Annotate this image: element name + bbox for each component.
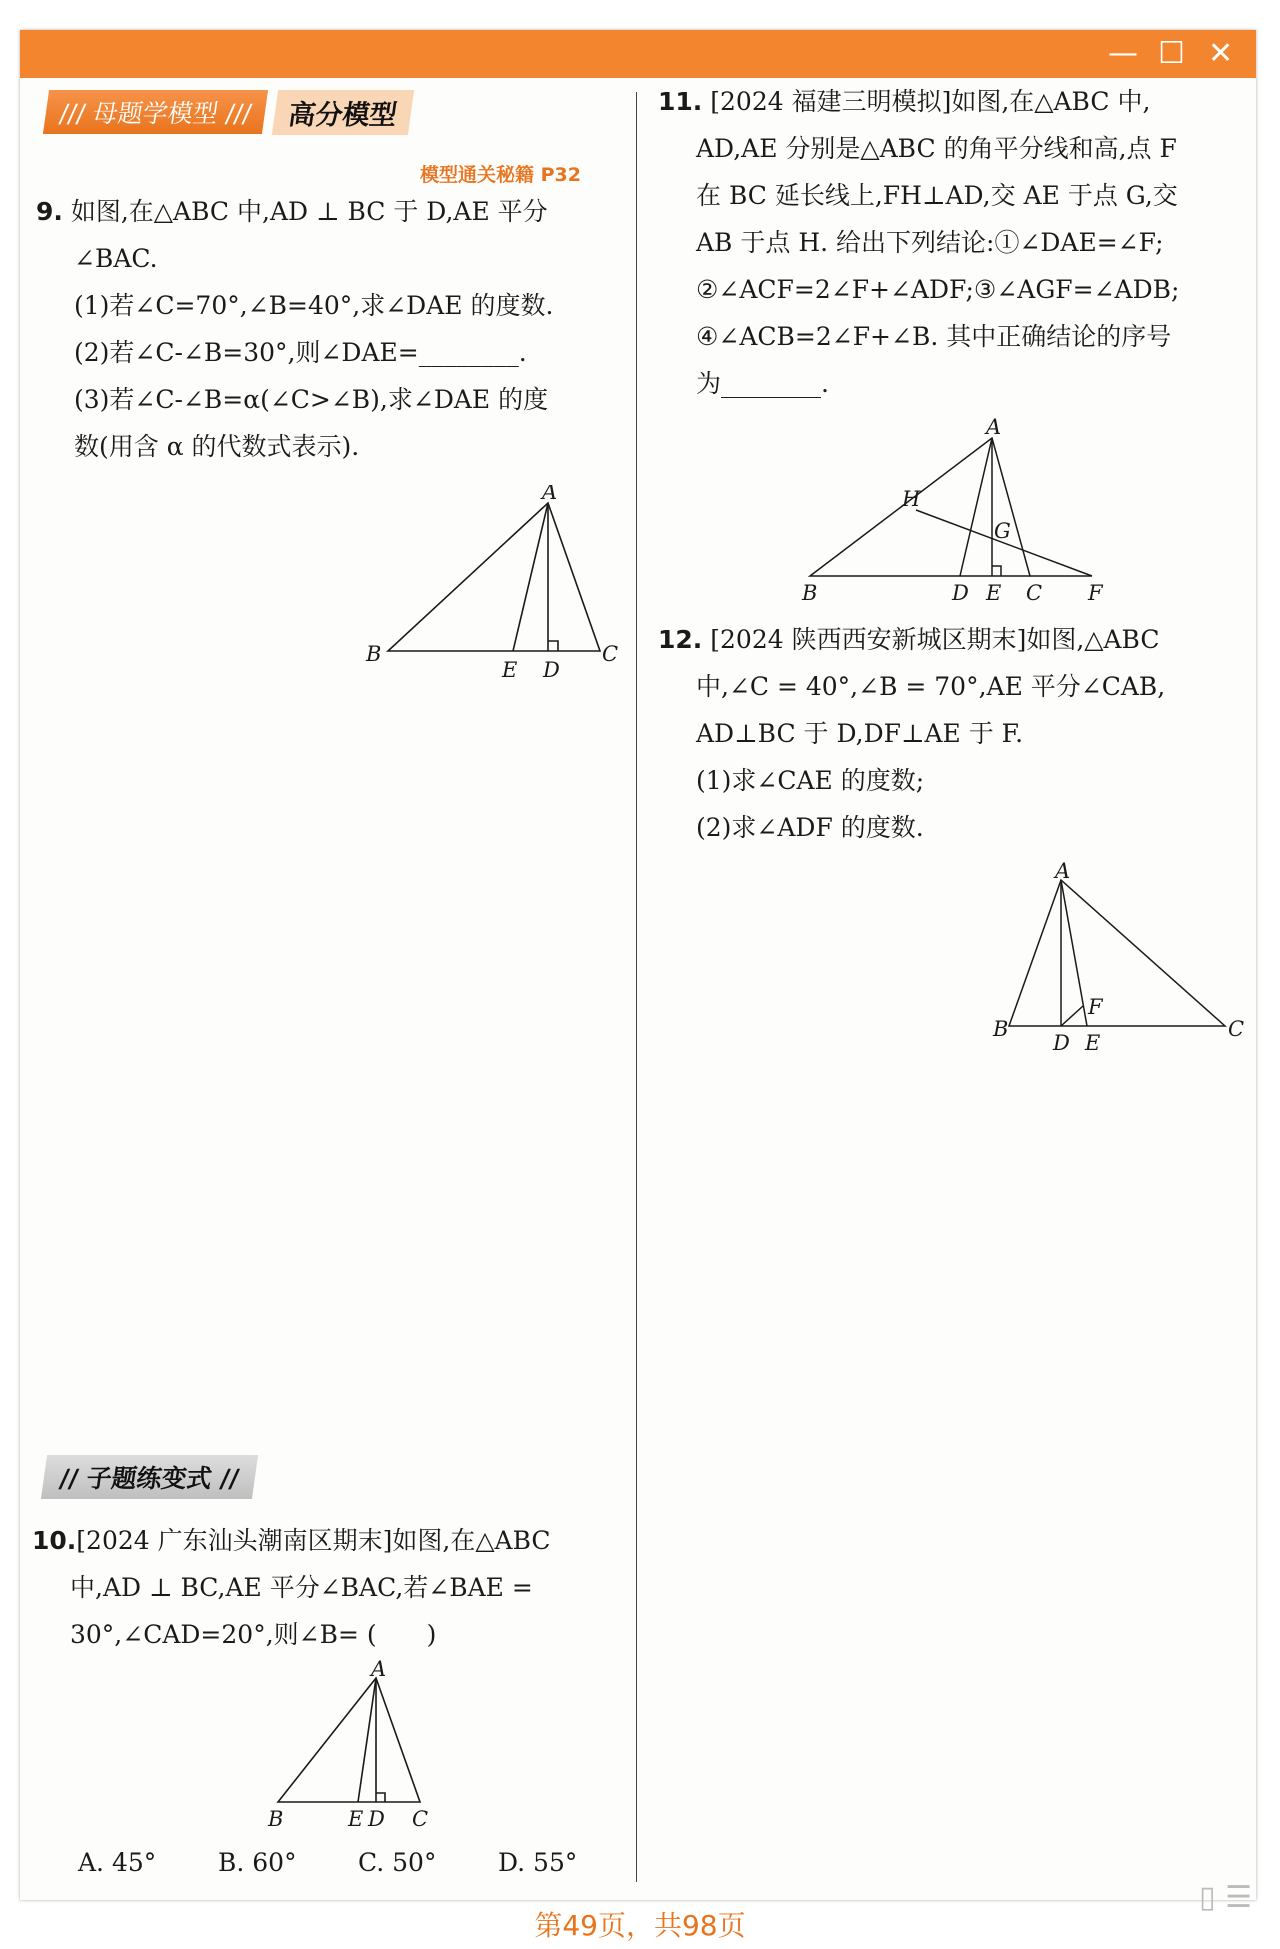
label-b: B bbox=[802, 581, 818, 605]
triangle-abc bbox=[388, 503, 600, 651]
label-d: D bbox=[543, 658, 560, 682]
label-b: B bbox=[268, 1807, 284, 1831]
banner-tag-high-score: 高分模型 bbox=[272, 90, 414, 135]
figure-q11 bbox=[790, 410, 1110, 610]
question-9 bbox=[36, 188, 626, 470]
question-line: (2)求∠ADF 的度数. bbox=[696, 813, 924, 842]
label-a: A bbox=[371, 1660, 387, 1681]
question-line: AD⊥BC 于 D,DF⊥AE 于 F. bbox=[696, 719, 1024, 748]
question-line: ④∠ACB=2∠F+∠B. 其中正确结论的序号 bbox=[696, 322, 1172, 351]
question-line: 为________. bbox=[696, 369, 829, 398]
question-line: [2024 福建三明模拟]如图,在△ABC 中, bbox=[710, 87, 1151, 116]
label-c: C bbox=[412, 1807, 429, 1831]
label-f: F bbox=[1088, 995, 1103, 1019]
figure-q12 bbox=[985, 860, 1245, 1055]
triangle-abc bbox=[278, 1678, 420, 1802]
maximize-button[interactable]: ☐ bbox=[1158, 36, 1185, 71]
segment-ae bbox=[513, 503, 548, 651]
label-a: A bbox=[986, 415, 1002, 439]
label-b: B bbox=[366, 642, 382, 666]
question-line: ∠BAC. bbox=[74, 244, 158, 273]
page-nav-icons[interactable]: ▯ ☰ bbox=[1199, 1880, 1252, 1915]
section-banner bbox=[46, 92, 411, 132]
label-h: H bbox=[902, 487, 921, 511]
question-line: AB 于点 H. 给出下列结论:①∠DAE=∠F; bbox=[696, 228, 1164, 257]
choice-d[interactable]: D. 55° bbox=[498, 1848, 578, 1877]
label-d: D bbox=[1053, 1031, 1070, 1055]
answer-choices bbox=[78, 1848, 638, 1877]
label-c: C bbox=[602, 642, 619, 666]
label-d: D bbox=[952, 581, 969, 605]
label-f: F bbox=[1088, 581, 1103, 605]
question-line: (1)求∠CAE 的度数; bbox=[696, 766, 925, 795]
question-line: (3)若∠C-∠B=α(∠C>∠B),求∠DAE 的度 bbox=[74, 385, 549, 414]
column-divider bbox=[636, 92, 637, 1882]
figure-q10 bbox=[260, 1660, 440, 1835]
question-11 bbox=[658, 78, 1248, 407]
question-line: [2024 陕西西安新城区期末]如图,△ABC bbox=[710, 625, 1160, 654]
question-line: 中,AD ⊥ BC,AE 平分∠BAC,若∠BAE = bbox=[70, 1573, 533, 1602]
minimize-button[interactable]: — bbox=[1108, 36, 1138, 71]
label-c: C bbox=[1228, 1017, 1245, 1041]
sub-banner-tag: // 子题练变式 // bbox=[41, 1455, 258, 1499]
question-number: 12. bbox=[658, 625, 703, 654]
label-a: A bbox=[1055, 860, 1071, 883]
question-line: 在 BC 延长线上,FH⊥AD,交 AE 于点 G,交 bbox=[696, 181, 1178, 210]
question-number: 11. bbox=[658, 87, 703, 116]
page-counter: 第49页，共98页 bbox=[534, 1909, 746, 1942]
sub-section-banner bbox=[44, 1457, 255, 1497]
close-button[interactable]: ✕ bbox=[1208, 36, 1234, 71]
question-line: ②∠ACF=2∠F+∠ADF;③∠AGF=∠ADB; bbox=[696, 275, 1180, 304]
question-line: AD,AE 分别是△ABC 的角平分线和高,点 F bbox=[696, 134, 1177, 163]
question-number: 9. bbox=[36, 197, 63, 226]
label-e: E bbox=[502, 658, 518, 682]
question-line: [2024 广东汕头潮南区期末]如图,在△ABC bbox=[76, 1526, 551, 1555]
question-12 bbox=[658, 616, 1248, 851]
label-b: B bbox=[993, 1017, 1009, 1041]
question-10 bbox=[32, 1517, 632, 1658]
label-e: E bbox=[1085, 1031, 1101, 1055]
label-d: D bbox=[368, 1807, 385, 1831]
label-e: E bbox=[986, 581, 1002, 605]
question-line: (1)若∠C=70°,∠B=40°,求∠DAE 的度数. bbox=[74, 291, 554, 320]
reference-link[interactable]: 模型通关秘籍 P32 bbox=[420, 164, 581, 186]
right-angle-mark bbox=[376, 1793, 385, 1802]
label-c: C bbox=[1026, 581, 1043, 605]
question-line: 如图,在△ABC 中,AD ⊥ BC 于 D,AE 平分 bbox=[70, 197, 548, 226]
choice-b[interactable]: B. 60° bbox=[218, 1848, 297, 1877]
question-line: (2)若∠C-∠B=30°,则∠DAE=________. bbox=[74, 338, 527, 367]
question-line: 数(用含 α 的代数式表示). bbox=[74, 432, 360, 461]
question-line: 30°,∠CAD=20°,则∠B= ( ) bbox=[70, 1620, 437, 1649]
label-e: E bbox=[348, 1807, 364, 1831]
right-angle-mark bbox=[992, 566, 1001, 576]
window-titlebar bbox=[20, 30, 1256, 78]
right-angle-mark bbox=[548, 641, 558, 651]
choice-c[interactable]: C. 50° bbox=[358, 1848, 437, 1877]
choice-a[interactable]: A. 45° bbox=[78, 1848, 157, 1877]
segment-df bbox=[1061, 1006, 1083, 1026]
label-g: G bbox=[994, 519, 1011, 543]
figure-q9 bbox=[360, 485, 620, 685]
label-a: A bbox=[542, 485, 558, 504]
segment-ae bbox=[1061, 880, 1087, 1026]
question-line: 中,∠C = 40°,∠B = 70°,AE 平分∠CAB, bbox=[696, 672, 1166, 701]
banner-tag-model: /// 母题学模型 /// bbox=[43, 90, 269, 134]
question-number: 10. bbox=[32, 1526, 77, 1555]
triangle-abc bbox=[1009, 880, 1225, 1026]
